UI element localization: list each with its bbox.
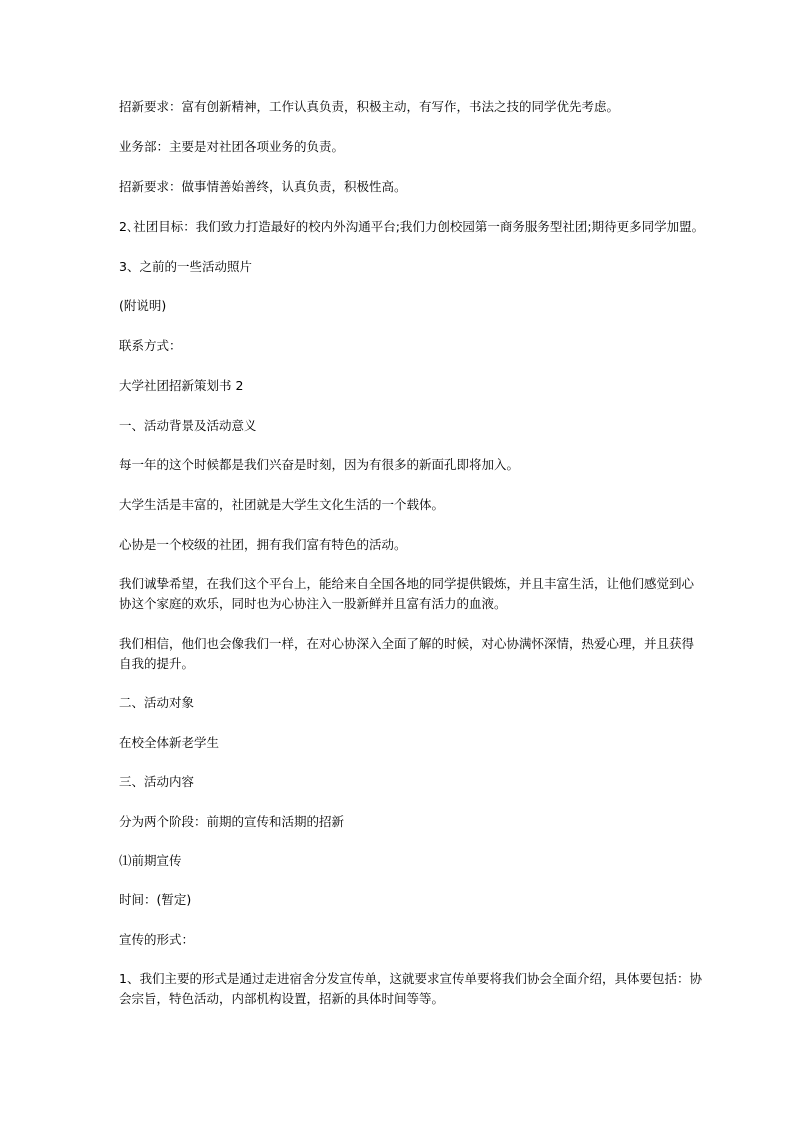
section-3-heading: 三、活动内容 — [119, 774, 195, 789]
promotion-method-line-1: 1、我们主要的形式是通过走进宿舍分发宣传单，这就要求宣传单要将我们协会全面介绍，具体要包括：协 — [119, 971, 702, 986]
paragraph-background-1: 每一年的这个时候都是我们兴奋是时刻，因为有很多的新面孔即将加入。 — [119, 457, 520, 472]
stages-description: 分为两个阶段：前期的宣传和活期的招新 — [119, 814, 345, 829]
paragraph-believe-line-2: 自我的提升。 — [119, 656, 195, 671]
contact-label: 联系方式： — [119, 338, 182, 353]
activity-photos-heading: 3、之前的一些活动照片 — [119, 259, 252, 274]
promotion-method-line-2: 会宗旨，特色活动，内部机构设置，招新的具体时间等等。 — [119, 991, 445, 1006]
paragraph-background-2: 大学生活是丰富的，社团就是大学生文化生活的一个载体。 — [119, 497, 445, 512]
attached-note: (附说明) — [119, 298, 167, 313]
plan-title: 大学社团招新策划书 2 — [119, 378, 244, 393]
business-dept-desc: 业务部：主要是对社团各项业务的负责。 — [119, 139, 345, 154]
paragraph-background-3: 心协是一个校级的社团，拥有我们富有特色的活动。 — [119, 537, 407, 552]
recruit-requirement-1: 招新要求：富有创新精神，工作认真负责，积极主动，有写作，书法之技的同学优先考虑。 — [119, 99, 620, 114]
recruit-requirement-2: 招新要求：做事情善始善终，认真负责，积极性高。 — [119, 179, 407, 194]
time-label: 时间：(暂定) — [119, 892, 192, 907]
activity-target: 在校全体新老学生 — [119, 735, 220, 750]
paragraph-hope-line-2: 协这个家庭的欢乐，同时也为心协注入一股新鲜并且富有活力的血液。 — [119, 596, 507, 611]
club-goal: 2､社团目标：我们致力打造最好的校内外沟通平台;我们力创校园第一商务服务型社团;期待更多同学加盟。 — [119, 219, 705, 234]
early-promotion-heading: ⑴前期宣传 — [119, 853, 182, 868]
section-2-heading: 二、活动对象 — [119, 695, 195, 710]
paragraph-believe-line-1: 我们相信，他们也会像我们一样，在对心协深入全面了解的时候，对心协满怀深情，热爱心理，并且获得 — [119, 636, 695, 651]
paragraph-hope-line-1: 我们诚挚希望，在我们这个平台上，能给来自全国各地的同学提供锻炼，并且丰富生活，让他们感觉到心 — [119, 576, 695, 591]
promotion-form-label: 宣传的形式： — [119, 932, 195, 947]
section-1-heading: 一、活动背景及活动意义 — [119, 418, 257, 433]
